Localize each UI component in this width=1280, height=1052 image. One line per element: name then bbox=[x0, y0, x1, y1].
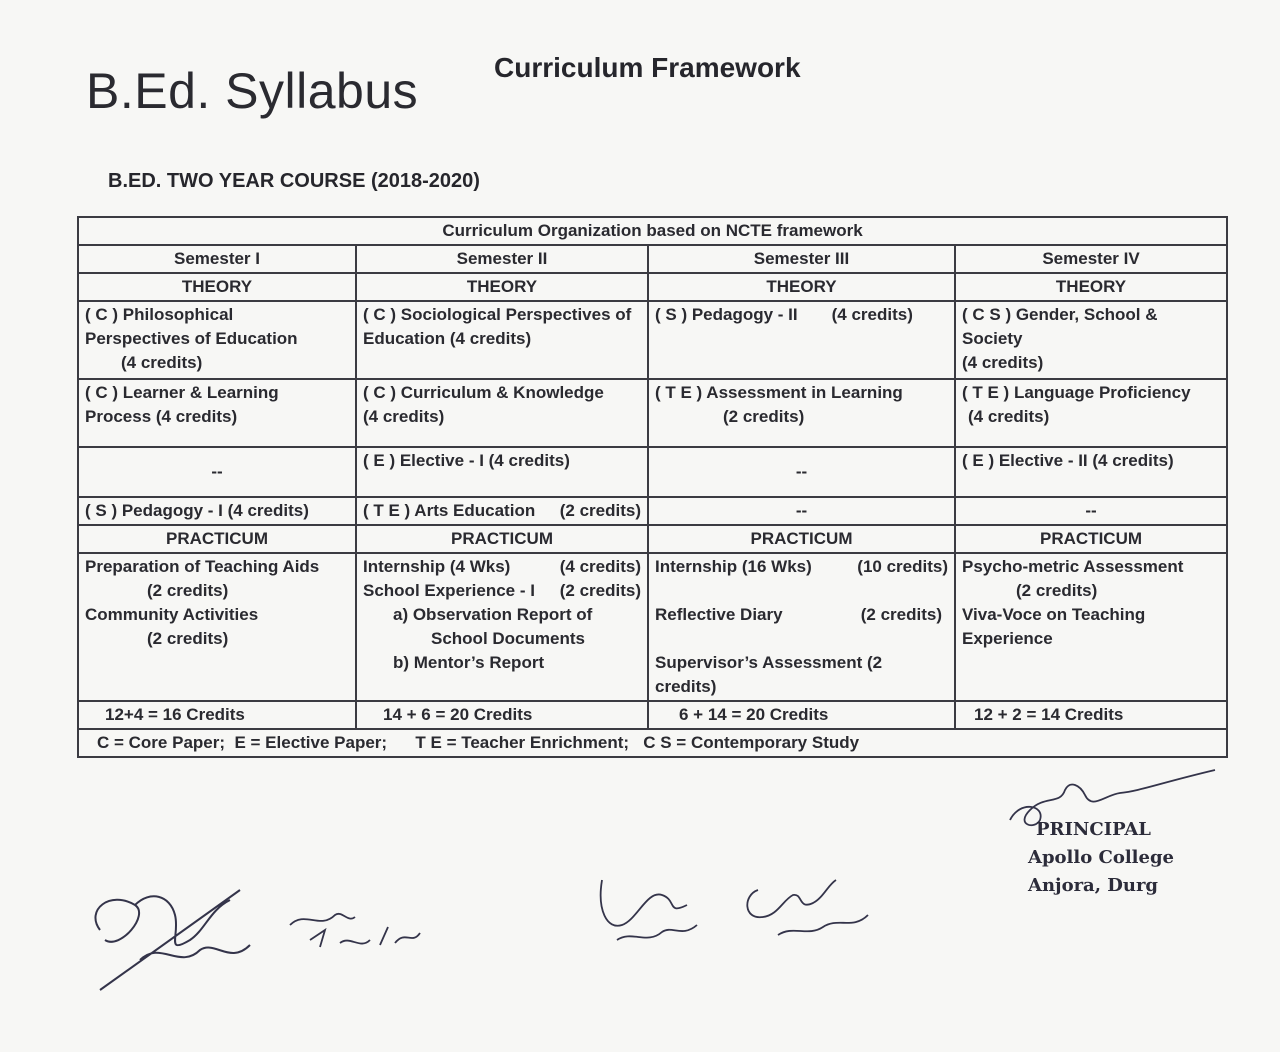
course-line: Education (4 credits) bbox=[363, 329, 532, 348]
credits-line: (4 credits) bbox=[962, 353, 1044, 372]
total-credits-s3: 6 + 14 = 20 Credits bbox=[648, 701, 955, 729]
stamp-line-3: Anjora, Durg bbox=[1028, 875, 1159, 896]
credits-line: (2 credits) bbox=[147, 629, 229, 648]
activity-line: Preparation of Teaching Aids bbox=[85, 557, 320, 576]
activity-line: School Documents bbox=[431, 629, 585, 648]
theory-label-s1: THEORY bbox=[78, 273, 356, 301]
theory-label-s3: THEORY bbox=[648, 273, 955, 301]
semester-2-header: Semester II bbox=[356, 245, 648, 273]
theory-cell bbox=[356, 497, 648, 525]
practicum-label-s4: PRACTICUM bbox=[955, 525, 1227, 553]
theory-cell bbox=[955, 379, 1227, 447]
activity-line: School Experience - I bbox=[363, 581, 535, 600]
page-title: B.Ed. Syllabus bbox=[86, 63, 419, 119]
course-line: Perspectives of Education bbox=[85, 329, 298, 348]
practicum-cell bbox=[955, 553, 1227, 701]
theory-cell bbox=[78, 379, 356, 447]
credits-line: (4 credits) bbox=[559, 557, 641, 576]
signature-1 bbox=[80, 870, 260, 1010]
signature-3 bbox=[592, 870, 712, 950]
theory-cell: ( E ) Elective - II (4 credits) bbox=[955, 447, 1227, 497]
total-credits-s2: 14 + 6 = 20 Credits bbox=[356, 701, 648, 729]
theory-cell bbox=[955, 301, 1227, 379]
activity-line: Community Activities bbox=[85, 605, 259, 624]
activity-line: a) Observation Report of bbox=[393, 605, 593, 624]
curriculum-table bbox=[77, 216, 1228, 758]
table-caption: Curriculum Organization based on NCTE framework bbox=[78, 217, 1227, 245]
course-line: ( C ) Curriculum & Knowledge bbox=[363, 383, 604, 402]
credits-line: (4 credits) bbox=[968, 407, 1050, 426]
total-credits-s4: 12 + 2 = 14 Credits bbox=[955, 701, 1227, 729]
credits-line: (2 credits) bbox=[559, 501, 641, 520]
course-line: ( C ) Philosophical bbox=[85, 305, 234, 324]
credits-line: (2 credits) bbox=[147, 581, 229, 600]
course-line: ( S ) Pedagogy - II bbox=[655, 305, 798, 324]
activity-line: Viva-Voce on Teaching bbox=[962, 605, 1146, 624]
credits-line: (2 credits) bbox=[1016, 581, 1098, 600]
course-line: ( T E ) Arts Education bbox=[363, 501, 536, 520]
empty-dash: -- bbox=[648, 447, 955, 497]
empty-dash: -- bbox=[78, 447, 356, 497]
theory-cell bbox=[78, 301, 356, 379]
course-title: B.ED. TWO YEAR COURSE (2018-2020) bbox=[108, 170, 480, 192]
theory-cell bbox=[356, 379, 648, 447]
course-line: ( C S ) Gender, School & bbox=[962, 305, 1158, 324]
credits-line: (4 credits) bbox=[363, 407, 445, 426]
empty-dash: -- bbox=[955, 497, 1227, 525]
course-line: ( T E ) Language Proficiency bbox=[962, 383, 1191, 402]
course-line: Process (4 credits) bbox=[85, 407, 238, 426]
semester-1-header: Semester I bbox=[78, 245, 356, 273]
total-credits-s1: 12+4 = 16 Credits bbox=[78, 701, 356, 729]
theory-cell: ( E ) Elective - I (4 credits) bbox=[356, 447, 648, 497]
activity-line: Internship (4 Wks) bbox=[363, 557, 511, 576]
theory-cell bbox=[648, 301, 955, 379]
credits-line: (2 credits) bbox=[860, 605, 942, 624]
theory-label-s4: THEORY bbox=[955, 273, 1227, 301]
stamp-line-1: PRINCIPAL bbox=[1036, 819, 1151, 840]
empty-dash: -- bbox=[648, 497, 955, 525]
framework-title: Curriculum Framework bbox=[494, 52, 801, 83]
credits-line: (2 credits) bbox=[723, 407, 805, 426]
practicum-label-s2: PRACTICUM bbox=[356, 525, 648, 553]
credits-line: (10 credits) bbox=[857, 557, 948, 576]
principal-stamp bbox=[1028, 816, 1174, 900]
semester-4-header: Semester IV bbox=[955, 245, 1227, 273]
activity-line: Reflective Diary bbox=[655, 605, 783, 624]
credits-line: (4 credits) bbox=[831, 305, 913, 324]
practicum-label-s3: PRACTICUM bbox=[648, 525, 955, 553]
practicum-cell bbox=[78, 553, 356, 701]
theory-cell bbox=[356, 301, 648, 379]
credits-line: (2 credits) bbox=[559, 581, 641, 600]
signature-2 bbox=[280, 895, 430, 955]
course-line: ( C ) Sociological Perspectives of bbox=[363, 305, 632, 324]
course-line: ( C ) Learner & Learning bbox=[85, 383, 279, 402]
activity-line: Experience bbox=[962, 629, 1053, 648]
theory-cell bbox=[648, 379, 955, 447]
course-line: ( T E ) Assessment in Learning bbox=[655, 383, 903, 402]
practicum-cell bbox=[356, 553, 648, 701]
activity-line: Supervisor’s Assessment (2 credits) bbox=[655, 653, 883, 696]
semester-3-header: Semester III bbox=[648, 245, 955, 273]
credits-line: (4 credits) bbox=[121, 353, 203, 372]
stamp-line-2: Apollo College bbox=[1028, 847, 1175, 868]
signature-4 bbox=[738, 865, 878, 945]
activity-line: b) Mentor’s Report bbox=[393, 653, 545, 672]
theory-label-s2: THEORY bbox=[356, 273, 648, 301]
theory-cell: ( S ) Pedagogy - I (4 credits) bbox=[78, 497, 356, 525]
course-line: Society bbox=[962, 329, 1023, 348]
activity-line: Internship (16 Wks) bbox=[655, 557, 812, 576]
activity-line: Psycho-metric Assessment bbox=[962, 557, 1184, 576]
legend-row: C = Core Paper; E = Elective Paper; T E = Teacher Enrichment; C S = Contemporary Study bbox=[78, 729, 1227, 757]
practicum-label-s1: PRACTICUM bbox=[78, 525, 356, 553]
practicum-cell bbox=[648, 553, 955, 701]
